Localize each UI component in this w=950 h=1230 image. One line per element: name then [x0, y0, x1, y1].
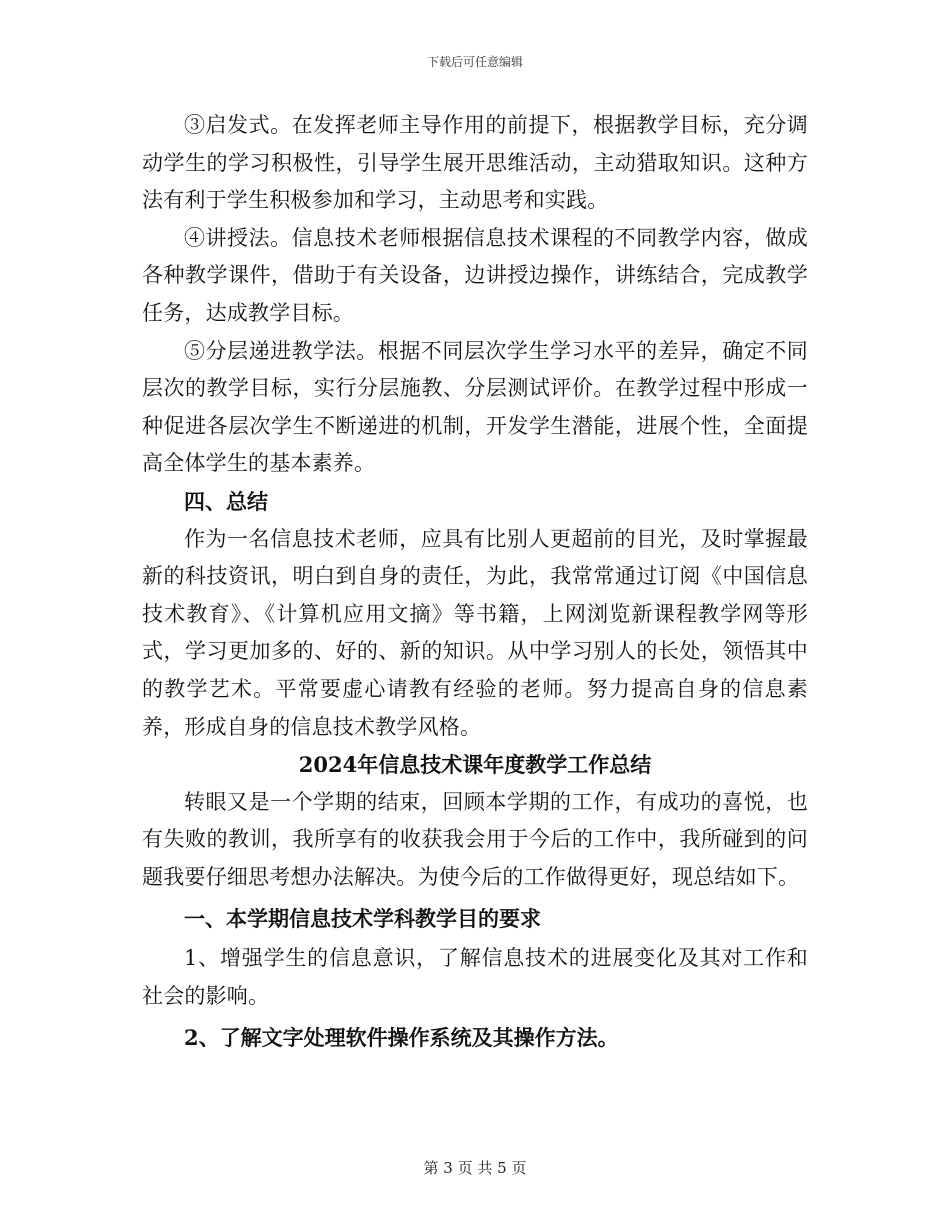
page-footer: 第 3 页 共 5 页 [423, 1159, 527, 1177]
heading-summary: 四、总结 [184, 488, 268, 514]
heading-section-1: 一、本学期信息技术学科教学目的要求 [184, 906, 541, 932]
paragraph-item-2: 2、了解文字处理软件操作系统及其操作方法。 [184, 1025, 619, 1051]
paragraph-heuristic-method: ③启发式。在发挥老师主导作用的前提下，根据教学目标，充分调动学生的学习积极性，引导学生展开思维活动，主动猎取知识。这种方法有利于学生积极参加和学习，主动思考和实践。 [142, 113, 808, 213]
document-body [142, 107, 808, 1059]
paragraph-summary: 作为一名信息技术老师，应具有比别人更超前的目光，及时掌握最新的科技资讯，明白到自身的责任，为此，我常常通过订阅《中国信息技术教育》、《计算机应用文摘》等书籍，上网浏览新课程教学网等形式，学习更加多的、好的、新的知识。从中学习别人的长处，领悟其中的教学艺术。平常要虚心请教有经验的老师。努力提高自身的信息素养，形成自身的信息技术教学风格。 [142, 526, 808, 739]
page-header: 下载后可任意编辑 [426, 55, 523, 69]
paragraph-item-1: 1、增强学生的信息意识，了解信息技术的进展变化及其对工作和社会的影响。 [142, 946, 808, 1008]
document-title: 2024年信息技术课年度教学工作总结 [298, 752, 652, 778]
paragraph-tiered-teaching: ⑤分层递进教学法。根据不同层次学生学习水平的差异，确定不同层次的教学目标，实行分层施教、分层测试评价。在教学过程中形成一种促进各层次学生不断递进的机制，开发学生潜能，进展个性，全面提高全体学生的基本素养。 [142, 338, 808, 476]
paragraph-lecture-method: ④讲授法。信息技术老师根据信息技术课程的不同教学内容，做成各种教学课件，借助于有关设备，边讲授边操作，讲练结合，完成教学任务，达成教学目标。 [142, 225, 808, 325]
paragraph-intro: 转眼又是一个学期的结束，回顾本学期的工作，有成功的喜悦，也有失败的教训，我所享有的收获我会用于今后的工作中，我所碰到的问题我要仔细思考想办法解决。为使今后的工作做得更好，现总结如下。 [142, 789, 808, 889]
